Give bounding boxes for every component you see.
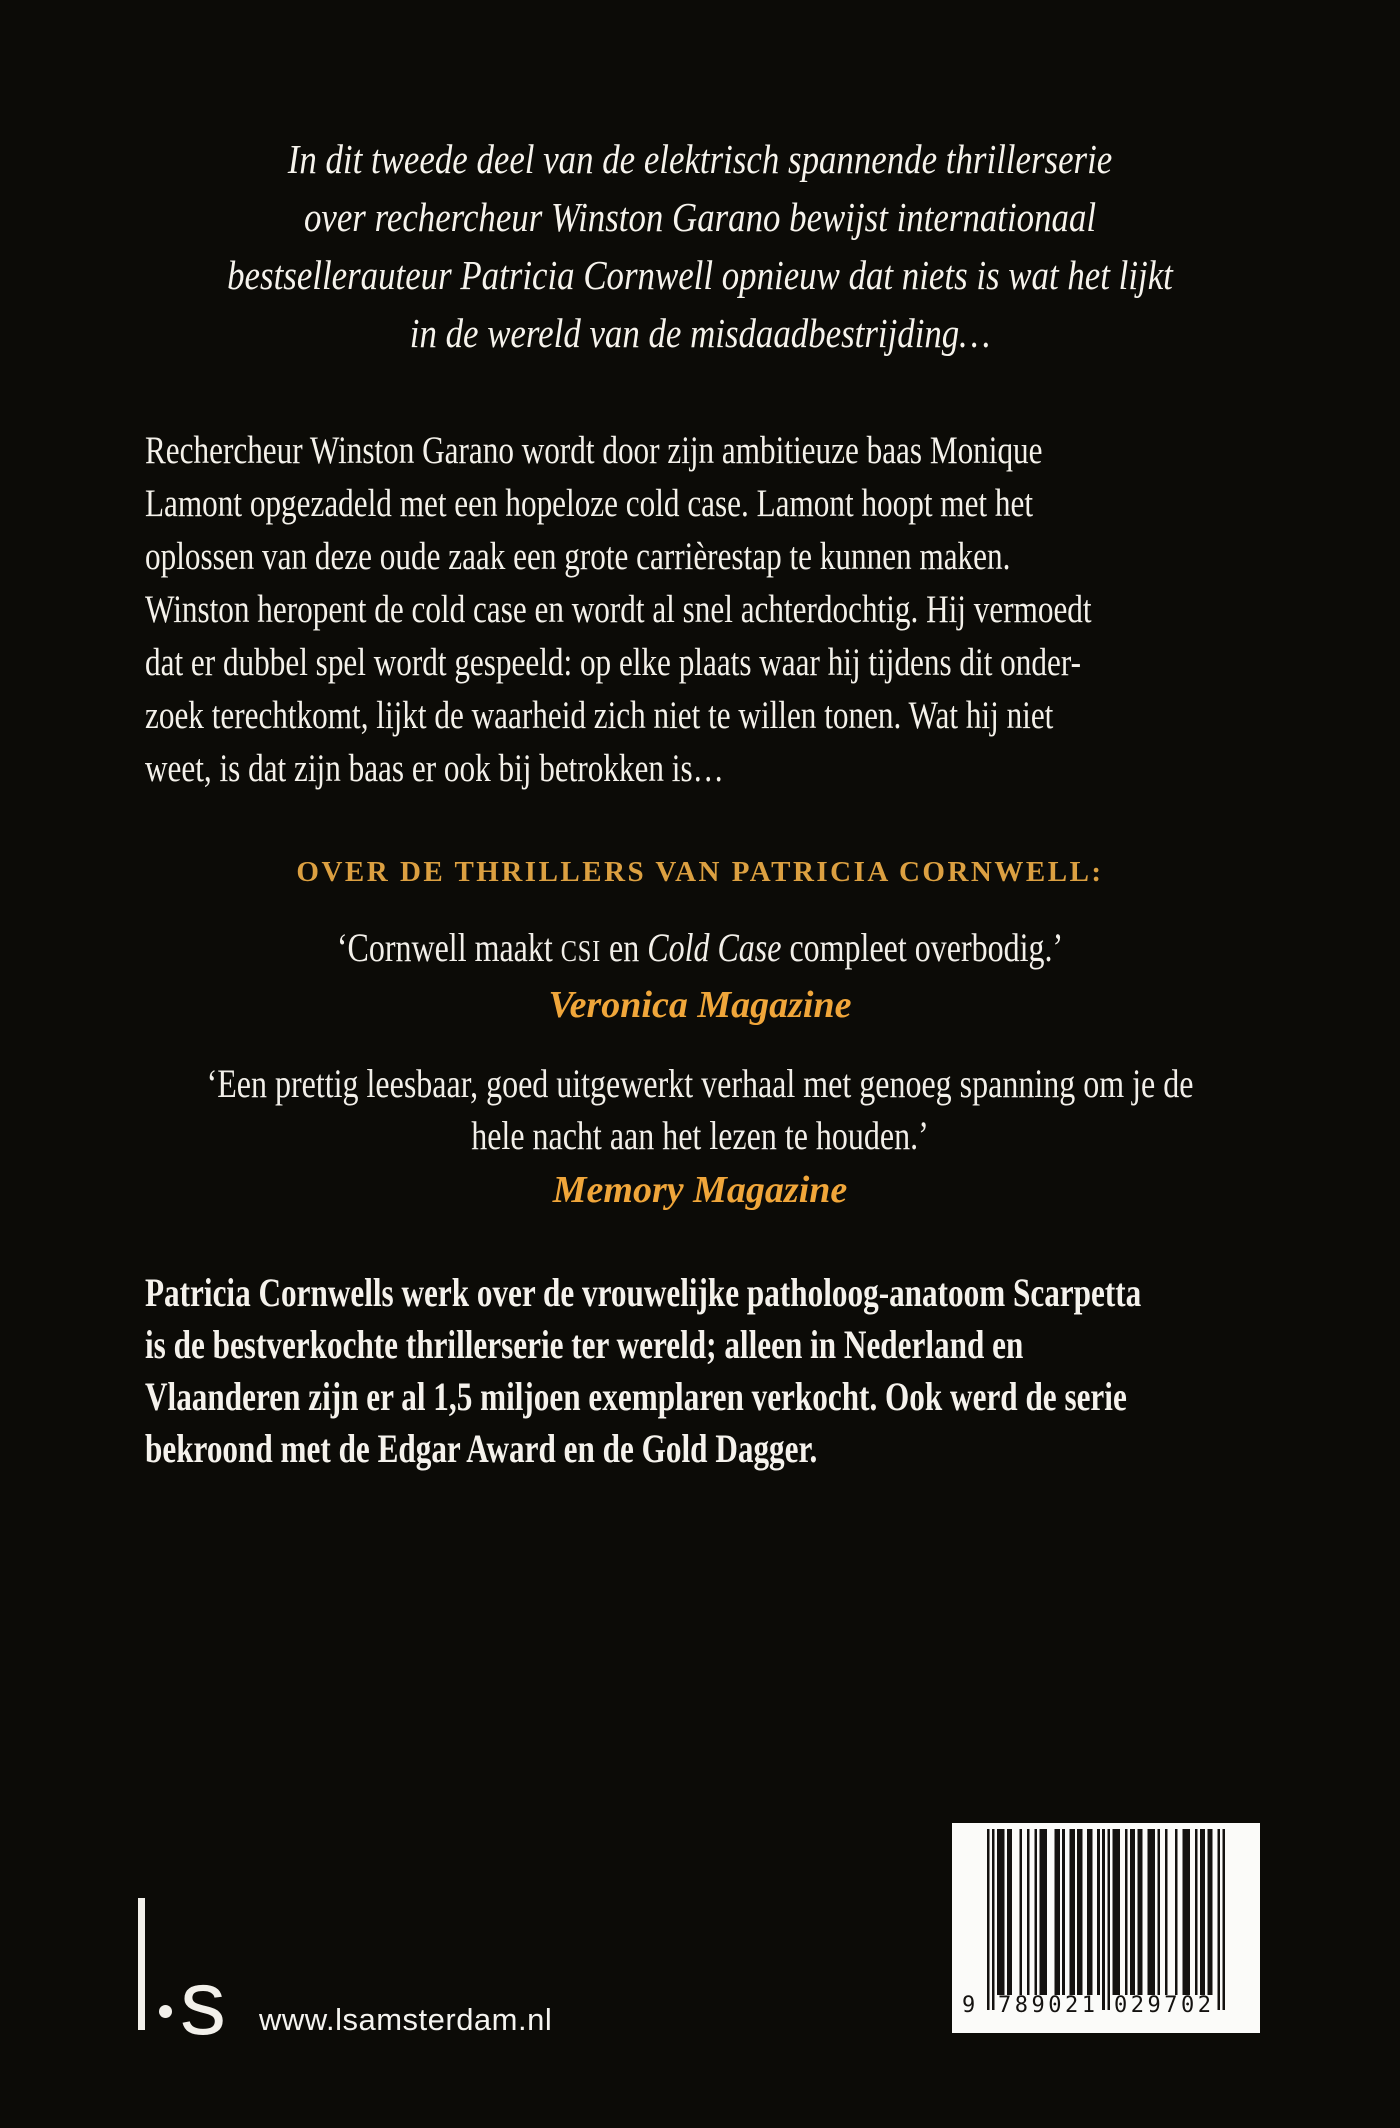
about-line: is de bestverkochte thrillerserie ter wereld; alleen in Nederland en xyxy=(145,1322,1024,1367)
review-source-1: Veronica Magazine xyxy=(548,984,852,1026)
synopsis-line: Lamont opgezadeld met een hopeloze cold case. Lamont hoopt met het xyxy=(145,482,1034,525)
barcode-digit-group-2: 029702 xyxy=(1114,1993,1215,2018)
review-quote-2 xyxy=(0,1058,1400,1162)
intro-line: bestsellerauteur Patricia Cornwell opnieuw dat niets is wat het lijkt xyxy=(227,252,1173,298)
logo-letter-l-bar xyxy=(138,1898,145,2030)
barcode-digit-group-1: 789021 xyxy=(998,1993,1099,2018)
synopsis-line: dat er dubbel spel wordt gespeeld: op elke plaats waar hij tijdens dit onder- xyxy=(145,641,1081,684)
review-quote-1 xyxy=(0,922,1400,977)
synopsis-line: Rechercheur Winston Garano wordt door zijn ambitieuze baas Monique xyxy=(145,429,1043,472)
publisher-website: www.lsamsterdam.nl xyxy=(259,2002,553,2037)
barcode-digits xyxy=(952,1993,1260,2021)
review-source-2: Memory Magazine xyxy=(552,1169,848,1211)
synopsis-line: weet, is dat zijn baas er ook bij betrokken is… xyxy=(145,747,724,790)
synopsis-line: oplossen van deze oude zaak een grote carrièrestap te kunnen maken. xyxy=(145,535,1011,578)
quote-text: compleet overbodig.’ xyxy=(781,925,1064,970)
about-author-paragraph xyxy=(145,1267,1345,1475)
review-quote-2-line: hele nacht aan het lezen te houden.’ xyxy=(471,1113,929,1158)
intro-blurb xyxy=(0,130,1400,362)
synopsis-line: Winston heropent de cold case en wordt al snel achterdochtig. Hij vermoedt xyxy=(145,588,1092,631)
work-title-italic: Cold Case xyxy=(647,925,782,970)
review-quote-1-line xyxy=(140,922,1260,977)
logo-letter-s: s xyxy=(180,1952,226,2054)
review-quote-2-line: ‘Een prettig leesbaar, goed uitgewerkt verhaal met genoeg spanning om je de xyxy=(206,1061,1194,1106)
barcode-bars xyxy=(987,1829,1225,2010)
intro-line: over rechercheur Winston Garano bewijst internationaal xyxy=(303,194,1097,240)
about-line: Vlaanderen zijn er al 1,5 miljoen exemplaren verkocht. Ook werd de serie xyxy=(145,1374,1127,1419)
intro-line: In dit tweede deel van de elektrisch spannende thrillerserie xyxy=(287,136,1113,182)
about-line: Patricia Cornwells werk over de vrouwelijke patholoog-anatoom Scarpetta xyxy=(145,1270,1142,1315)
quote-text: ‘Cornwell maakt xyxy=(336,925,561,970)
intro-line: in de wereld van de misdaadbestrijding… xyxy=(409,310,991,356)
quote-text: en xyxy=(601,925,648,970)
isbn-barcode xyxy=(952,1823,1260,2033)
synopsis-line: zoek terechtkomt, lijkt de waarheid zich niet te willen tonen. Wat hij niet xyxy=(145,694,1054,737)
barcode-system-digit: 9 xyxy=(962,1993,976,2018)
about-line: bekroond met de Edgar Award en de Gold Dagger. xyxy=(145,1426,818,1471)
logo-dot xyxy=(159,2005,172,2018)
csi-smallcaps: CSI xyxy=(560,934,602,968)
synopsis-paragraph xyxy=(145,424,1345,795)
reviews-heading: OVER DE THRILLERS VAN PATRICIA CORNWELL: xyxy=(296,856,1104,888)
